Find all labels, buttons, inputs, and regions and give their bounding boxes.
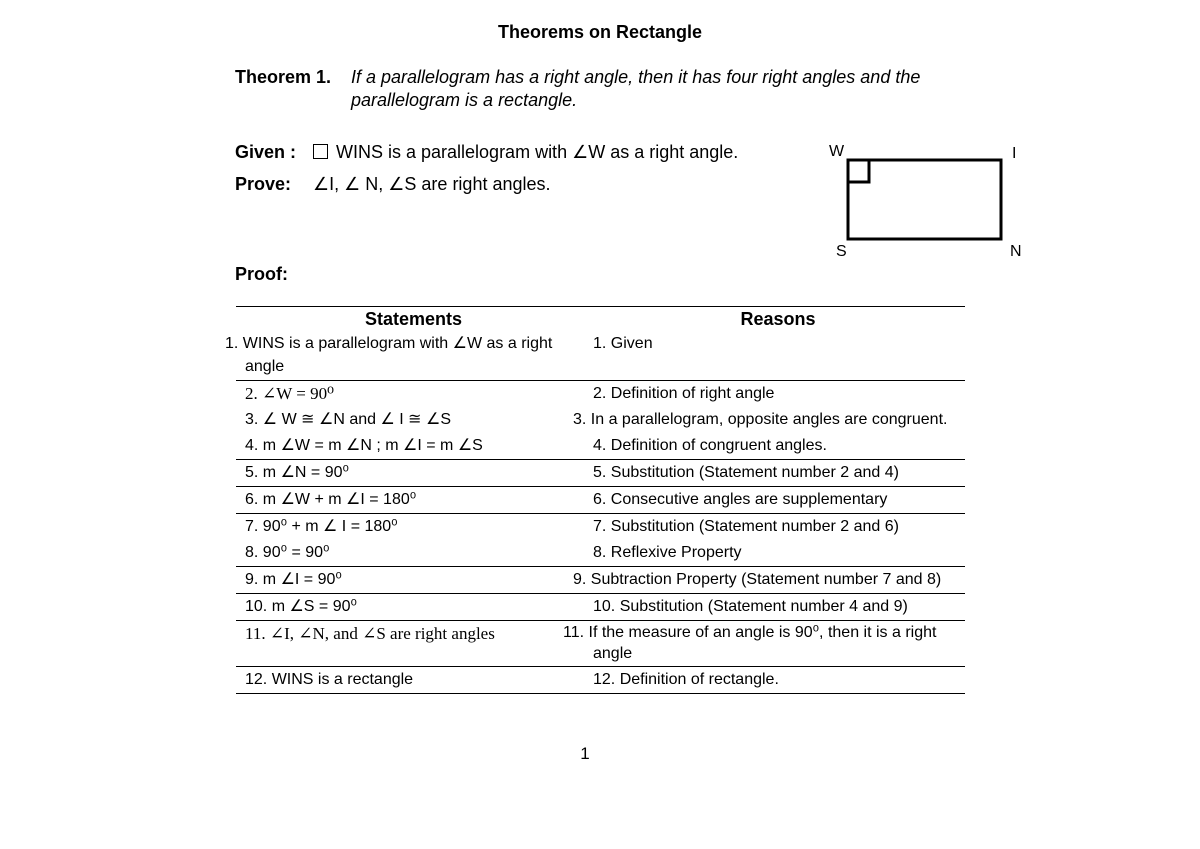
vertex-label-w: W	[829, 143, 845, 160]
page-number: 1	[580, 744, 590, 763]
prove-text: ∠I, ∠ N, ∠S are right angles.	[313, 174, 551, 194]
reason-cell: 4. Definition of congruent angles.	[591, 433, 965, 460]
table-row	[236, 331, 965, 381]
table-row	[236, 567, 965, 594]
statement-cell: 6. m ∠W + m ∠I = 180⁰	[236, 487, 591, 514]
reason-cell: 2. Definition of right angle	[593, 385, 775, 402]
reason-cell: 3. In a parallelogram, opposite angles are congruent.	[573, 411, 948, 428]
statement-cell: 7. 90⁰ + m ∠ I = 180⁰	[245, 518, 398, 535]
reason-cell: 9. Subtraction Property (Statement number 7 and 8)	[591, 567, 965, 594]
prove-label: Prove:	[235, 174, 292, 194]
table-row	[236, 667, 965, 694]
reason-cell: 11. If the measure of an angle is 90⁰, then it is a right angle	[591, 621, 965, 667]
statement-cell: 5. m ∠N = 90⁰	[236, 460, 591, 487]
reason-cell: 8. Reflexive Property	[591, 540, 965, 567]
right-angle-marker	[848, 160, 869, 182]
table-row	[236, 540, 965, 567]
vertex-label-n: N	[1010, 243, 1022, 260]
reason-cell: 5. Substitution (Statement number 2 and 4)	[591, 460, 965, 487]
given-label: Given :	[235, 142, 297, 162]
proof-table	[225, 306, 965, 694]
table-row	[236, 621, 965, 667]
prove-line	[235, 174, 551, 195]
statement-cell: 2. ∠W = 90⁰	[245, 384, 334, 403]
page-title: Theorems on Rectangle	[497, 22, 703, 42]
statements-header: Statements	[236, 307, 591, 332]
table-row	[236, 594, 965, 621]
rectangle-shape	[848, 160, 1001, 239]
reason-cell: 12. Definition of rectangle.	[591, 667, 965, 694]
statement-cell: 11. ∠I, ∠N, and ∠S are right angles	[236, 621, 591, 667]
proof-label: Proof:	[235, 264, 288, 284]
given-line	[235, 142, 738, 163]
reason-cell: 7. Substitution (Statement number 2 and 6)	[593, 518, 899, 535]
theorem-label: Theorem 1.	[235, 67, 332, 87]
table-row	[236, 433, 965, 460]
table-row	[236, 407, 965, 433]
statement-cell: 8. 90⁰ = 90⁰	[236, 540, 591, 567]
statement-cell: 9. m ∠I = 90⁰	[236, 567, 591, 594]
statement-cell: 1. WINS is a parallelogram with ∠W as a right angle	[236, 331, 591, 381]
reasons-header: Reasons	[591, 307, 965, 332]
table-row	[236, 487, 965, 514]
table-header-row	[236, 307, 965, 332]
rectangle-diagram	[820, 140, 1040, 270]
vertex-label-i: I	[1012, 145, 1017, 162]
statement-cell: 3. ∠ W ≅ ∠N and ∠ I ≅ ∠S	[245, 411, 452, 428]
table-row	[236, 514, 965, 541]
statement-cell: 4. m ∠W = m ∠N ; m ∠I = m ∠S	[236, 433, 591, 460]
rectangle-figure	[820, 140, 1040, 275]
theorem-text: If a parallelogram has a right angle, then it has four right angles and the parallelogram is a rectangle.	[351, 67, 921, 110]
vertex-label-s: S	[836, 243, 847, 260]
reason-cell: 1. Given	[591, 331, 965, 381]
parallelogram-symbol-icon	[313, 144, 328, 159]
reason-cell: 6. Consecutive angles are supplementary	[591, 487, 965, 514]
statement-cell: 10. m ∠S = 90⁰	[236, 594, 591, 621]
given-text: WINS is a parallelogram with ∠W as a right angle.	[336, 142, 739, 162]
table-row	[236, 381, 965, 408]
reason-cell: 10. Substitution (Statement number 4 and 9)	[591, 594, 965, 621]
statement-cell: 12. WINS is a rectangle	[236, 667, 591, 694]
table-row	[236, 460, 965, 487]
